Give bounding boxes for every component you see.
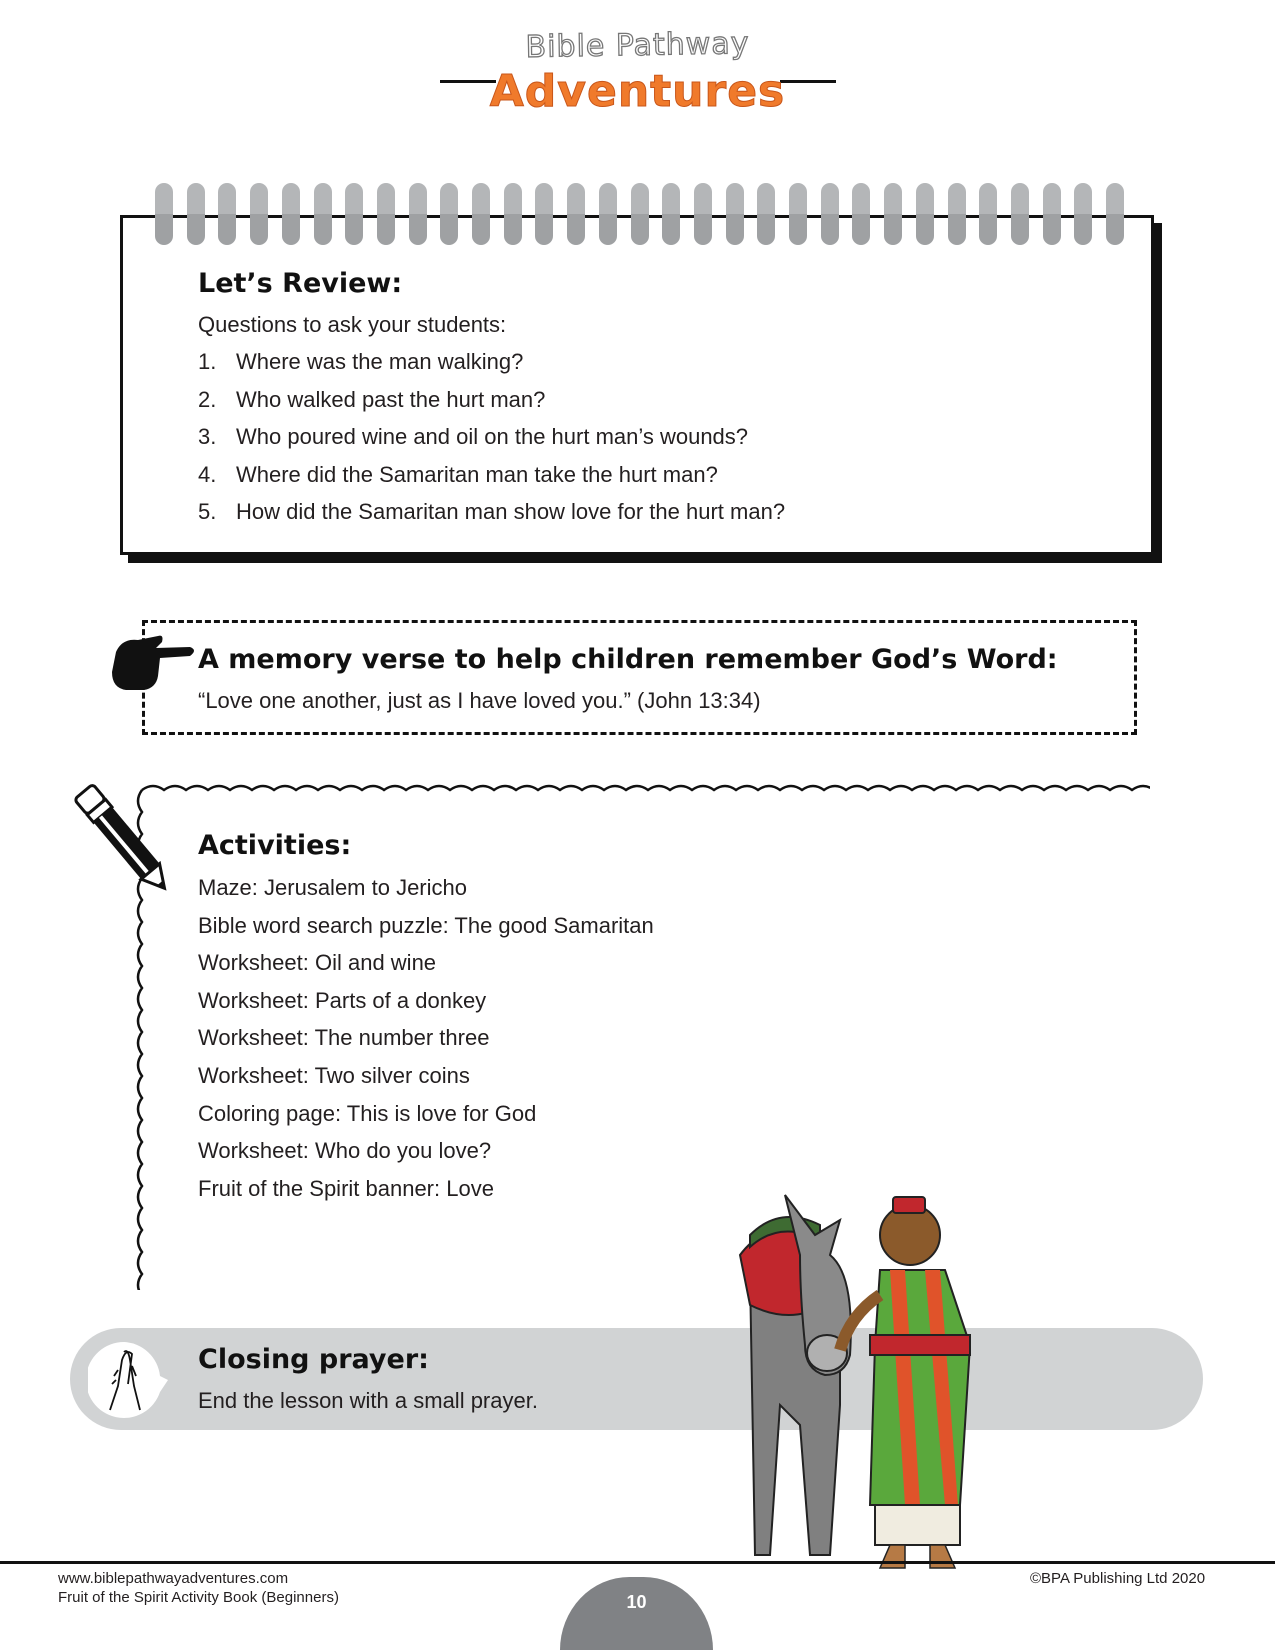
review-intro: Questions to ask your students: (198, 312, 507, 337)
question-number: 3. (198, 424, 217, 449)
binding-ring (852, 183, 870, 245)
binding-ring (345, 183, 363, 245)
binding-ring (282, 183, 300, 245)
binding-ring (726, 183, 744, 245)
samaritan-donkey-illustration (730, 1175, 1030, 1570)
binding-ring (694, 183, 712, 245)
activity-item: Worksheet: Two silver coins (198, 1063, 470, 1088)
binding-ring (504, 183, 522, 245)
closing-text: End the lesson with a small prayer. (198, 1388, 538, 1413)
binding-ring (218, 183, 236, 245)
question-number: 4. (198, 461, 217, 487)
page-number: 10 (626, 1592, 647, 1612)
binding-ring (884, 183, 902, 245)
binding-ring (821, 183, 839, 245)
footer-website[interactable]: www.biblepathwayadventures.com (58, 1570, 289, 1587)
activity-item: Worksheet: Parts of a donkey (198, 987, 487, 1013)
binding-ring (472, 183, 490, 245)
activity-item: Maze: Jerusalem to Jericho (198, 875, 467, 900)
binding-ring (377, 183, 395, 245)
logo-line1: Bible Pathway (525, 26, 750, 65)
pointing-hand-icon (108, 632, 198, 694)
page-number-badge (560, 1577, 713, 1650)
activity-item: Worksheet: Who do you love? (198, 1138, 492, 1164)
binding-ring (662, 183, 680, 245)
footer-rule (0, 1561, 1275, 1564)
review-heading: Let’s Review: (198, 268, 403, 299)
activity-item: Worksheet: The number three (198, 1025, 490, 1051)
binding-ring (155, 183, 173, 245)
activity-item: Bible word search puzzle: The good Samaritan (198, 912, 654, 938)
memory-verse: “Love one another, just as I have loved you.” (John 13:34) (198, 688, 761, 713)
footer-book-title: Fruit of the Spirit Activity Book (Beginners) (58, 1589, 339, 1606)
binding-ring (599, 183, 617, 245)
binding-ring (757, 183, 775, 245)
activity-item: Coloring page: This is love for God (198, 1100, 537, 1126)
binding-ring (1043, 183, 1061, 245)
binding-ring (250, 183, 268, 245)
pencil-icon (68, 775, 180, 905)
activity-item: Worksheet: Oil and wine (198, 950, 437, 976)
question-text: Where was the man walking? (236, 349, 524, 374)
activity-item: Fruit of the Spirit banner: Love (198, 1175, 494, 1201)
activities-heading: Activities: (198, 830, 352, 861)
binding-ring (440, 183, 458, 245)
binding-ring (567, 183, 585, 245)
binding-ring (314, 183, 332, 245)
question-number: 5. (198, 499, 217, 524)
binding-ring (1011, 183, 1029, 245)
binding-ring (979, 183, 997, 245)
question-number: 1. (198, 349, 217, 374)
logo-line2: Adventures (489, 66, 786, 117)
binding-ring (789, 183, 807, 245)
binding-ring (187, 183, 205, 245)
binding-ring (409, 183, 427, 245)
question-text: Who walked past the hurt man? (236, 386, 546, 412)
praying-hands-icon (88, 1340, 178, 1420)
question-text: Where did the Samaritan man take the hurt man? (236, 461, 718, 487)
question-text: How did the Samaritan man show love for the hurt man? (236, 499, 786, 524)
binding-ring (916, 183, 934, 245)
binding-ring (1074, 183, 1092, 245)
binding-ring (948, 183, 966, 245)
question-text: Who poured wine and oil on the hurt man’s wounds? (236, 424, 749, 449)
binding-ring (1106, 183, 1124, 245)
question-number: 2. (198, 386, 217, 412)
binding-ring (535, 183, 553, 245)
memory-heading: A memory verse to help children remember God’s Word: (198, 644, 1058, 675)
closing-heading: Closing prayer: (198, 1344, 429, 1375)
footer-copyright: ©BPA Publishing Ltd 2020 (1030, 1570, 1206, 1587)
memory-verse-box (142, 620, 1137, 735)
binding-ring (631, 183, 649, 245)
